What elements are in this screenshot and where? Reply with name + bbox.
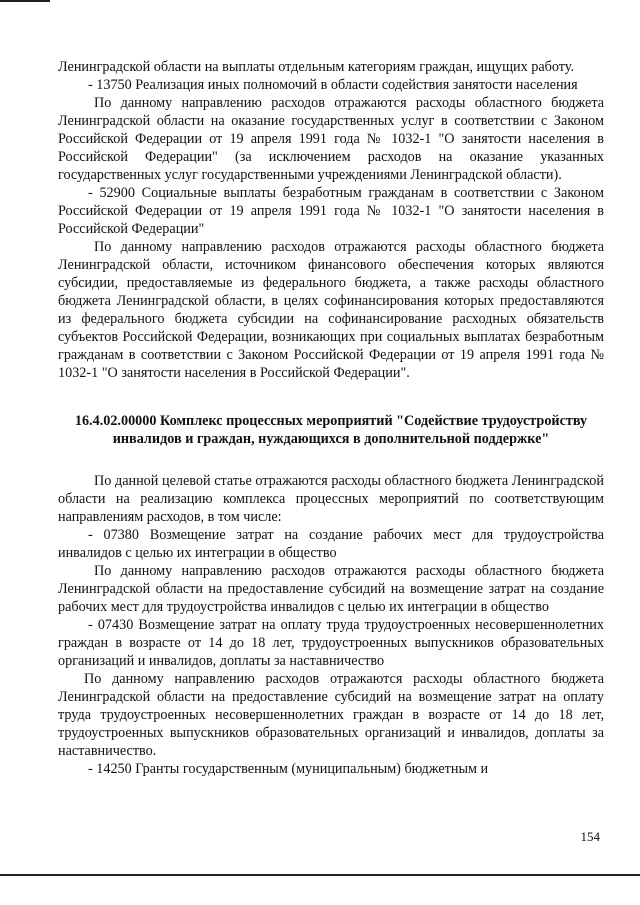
paragraph-item-07380: - 07380 Возмещение затрат на создание рабочих мест для трудоустройства инвалидов с целью их интеграции в общество [58,527,604,561]
paragraph: По данной целевой статье отражаются расходы областного бюджета Ленинградской области на реализацию комплекса процессных мероприятий по соответствующим направлениям расходов, в том числе: [58,473,604,525]
paragraph: По данному направлению расходов отражаются расходы областного бюджета Ленинградской области, источником финансового обеспечения которых являются субсидии, предоставляемые из федерального бюджета, а также расходы областного бюджета Ленинградской области, в целях софинансирования которых предоставляются из федерального бюджета субсидии на софинансирование расходных обязательств субъектов Российской Федерации, возникающих при социальных выплатах безработным гражданам в соответствии с Законом Российской Федерации от 19 апреля 1991 года № 1032-1 "О занятости населения в Российской Федерации". [58,239,604,381]
paragraph-item-52900: - 52900 Социальные выплаты безработным гражданам в соответствии с Законом Российской Федерации от 19 апреля 1991 года № 1032-1 "О занятости населения в Российской Федерации" [58,185,604,237]
scan-bottom-rule [0,874,640,876]
scan-corner-mark [0,0,50,2]
section-heading: 16.4.02.00000 Комплекс процессных мероприятий "Содействие трудоустройству инвалидов и граждан, нуждающихся в дополнительной поддержке" [74,413,588,447]
paragraph-item-14250: - 14250 Гранты государственным (муниципальным) бюджетным и [88,761,489,777]
paragraph: По данному направлению расходов отражаются расходы областного бюджета Ленинградской области на предоставление субсидий на возмещение затрат на создание рабочих мест для трудоустройства инвалидов с целью их интеграции в общество [58,563,604,615]
page-number: 154 [580,829,600,844]
paragraph: По данному направлению расходов отражаются расходы областного бюджета Ленинградской области на предоставление субсидий на возмещение затрат на оплату труда трудоустроенных несовершеннолетних граждан в возрасте от 14 до 18 лет, трудоустроенных выпускников образовательных организаций и инвалидов, доплаты за наставничество. [58,671,604,759]
paragraph-item-07430: - 07430 Возмещение затрат на оплату труда трудоустроенных несовершеннолетних граждан в возрасте от 14 до 18 лет, трудоустроенных выпускников образовательных организаций и инвалидов, доплаты за наставничество [58,617,604,669]
paragraph-item-13750: - 13750 Реализация иных полномочий в области содействия занятости населения [88,77,578,93]
paragraphs-bottom [58,472,604,778]
document-page [58,58,604,778]
paragraph: По данному направлению расходов отражаются расходы областного бюджета Ленинградской области на оказание государственных услуг в соответствии с Законом Российской Федерации от 19 апреля 1991 года № 1032-1 "О занятости населения в Российской Федерации" (за исключением расходов на оказание указанных государственных услуг государственными учреждениями Ленинградской области). [58,95,604,183]
paragraph: Ленинградской области на выплаты отдельным категориям граждан, ищущих работу. [58,59,575,75]
paragraphs-top [58,58,604,382]
